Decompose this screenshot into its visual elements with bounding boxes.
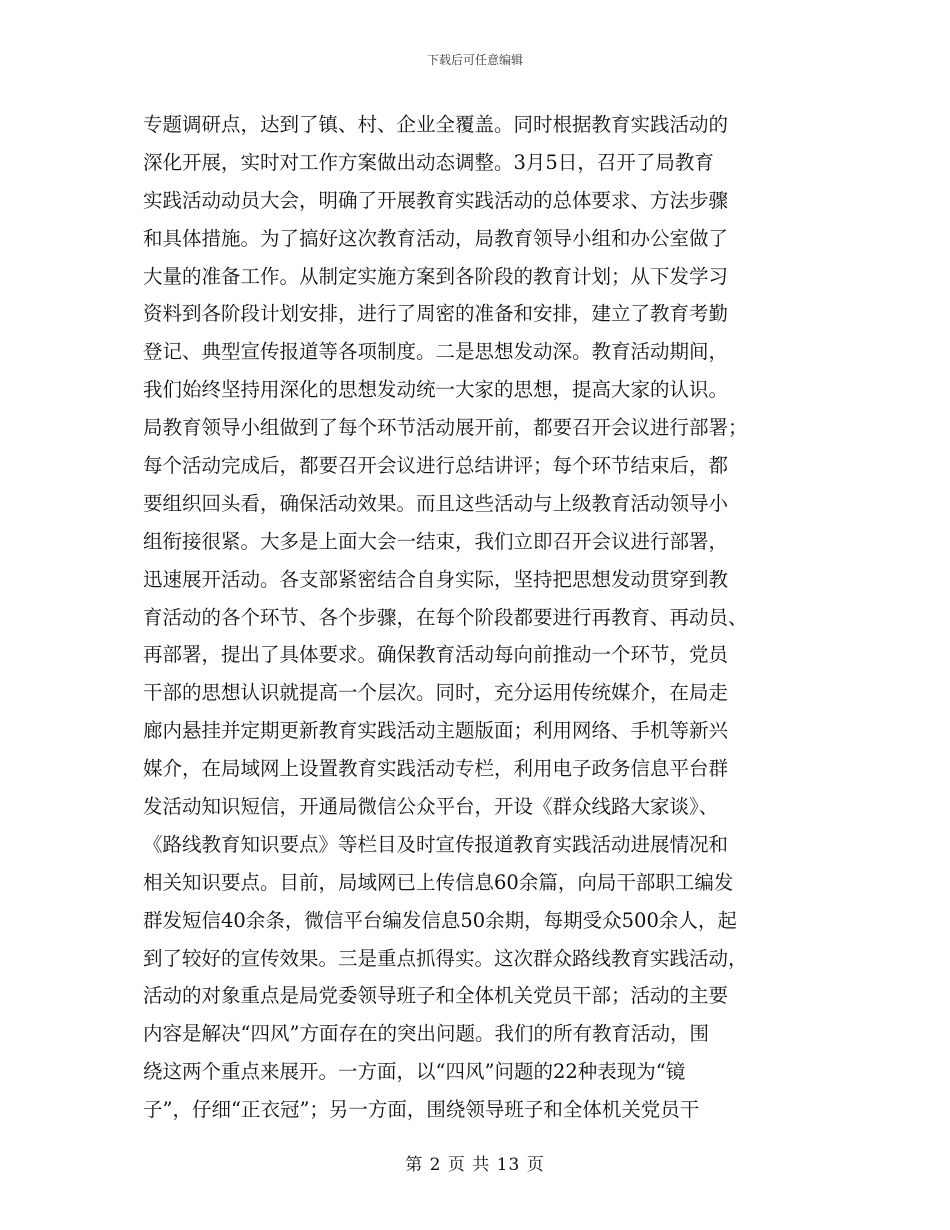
- text-line: 到了较好的宣传效果。三是重点抓得实。这次群众路线教育实践活动，: [143, 946, 748, 970]
- text-line: 廊内悬挂并定期更新教育实践活动主题版面；利用网络、手机等新兴: [143, 719, 729, 743]
- text-line: 《路线教育知识要点》等栏目及时宣传报道教育实践活动进展情况和: [143, 832, 729, 856]
- text-line: 相关知识要点。目前，局域网已上传信息60余篇，向局干部职工编发: [143, 870, 734, 894]
- text-line: 迅速展开活动。各支部紧密结合自身实际，坚持把思想发动贯穿到教: [143, 567, 729, 591]
- text-line: 育活动的各个环节、各个步骤，在每个阶段都要进行再教育、再动员、: [143, 605, 748, 629]
- text-line: 登记、典型宣传报道等各项制度。二是思想发动深。教育活动期间，: [143, 340, 729, 364]
- text-line: 每个活动完成后，都要召开会议进行总结讲评；每个环节结束后，都: [143, 454, 729, 478]
- text-line: 深化开展，实时对工作方案做出动态调整。3月5日，召开了局教育: [143, 150, 714, 174]
- text-line: 子”，仔细“正衣冠”；另一方面，围绕领导班子和全体机关党员干: [143, 1098, 700, 1122]
- text-line: 绕这两个重点来展开。一方面，以“四风”问题的22种表现为“镜: [143, 1060, 686, 1084]
- text-line: 专题调研点，达到了镇、村、企业全覆盖。同时根据教育实践活动的: [143, 113, 729, 136]
- page-header: 下载后可任意编辑: [426, 53, 523, 67]
- text-line: 局教育领导小组做到了每个环节活动展开前，都要召开会议进行部署；: [143, 416, 748, 440]
- text-line: 和具体措施。为了搞好这次教育活动，局教育领导小组和办公室做了: [143, 226, 729, 250]
- text-line: 内容是解决“四风”方面存在的突出问题。我们的所有教育活动，围: [143, 1022, 709, 1046]
- text-line: 要组织回头看，确保活动效果。而且这些活动与上级教育活动领导小: [143, 491, 729, 515]
- page-number-footer: 第 2 页 共 13 页: [405, 1155, 545, 1175]
- text-line: 我们始终坚持用深化的思想发动统一大家的思想，提高大家的认识。: [143, 378, 729, 402]
- text-line: 组衔接很紧。大多是上面大会一结束，我们立即召开会议进行部署，: [143, 529, 729, 553]
- text-line: 资料到各阶段计划安排，进行了周密的准备和安排，建立了教育考勤: [143, 302, 729, 326]
- text-line: 实践活动动员大会，明确了开展教育实践活动的总体要求、方法步骤: [143, 188, 729, 212]
- text-line: 群发短信40余条，微信平台编发信息50余期，每期受众500余人，起: [143, 908, 737, 932]
- text-line: 活动的对象重点是局党委领导班子和全体机关党员干部；活动的主要: [143, 984, 729, 1008]
- text-line: 发活动知识短信，开通局微信公众平台，开设《群众线路大家谈》、: [143, 795, 719, 819]
- text-line: 再部署，提出了具体要求。确保教育活动每向前推动一个环节，党员: [143, 643, 729, 667]
- document-body: [143, 106, 823, 1129]
- text-line: 干部的思想认识就提高一个层次。同时，充分运用传统媒介，在局走: [143, 681, 729, 705]
- text-line: 媒介，在局域网上设置教育实践活动专栏，利用电子政务信息平台群: [143, 757, 729, 781]
- text-line: 大量的准备工作。从制定实施方案到各阶段的教育计划；从下发学习: [143, 264, 729, 288]
